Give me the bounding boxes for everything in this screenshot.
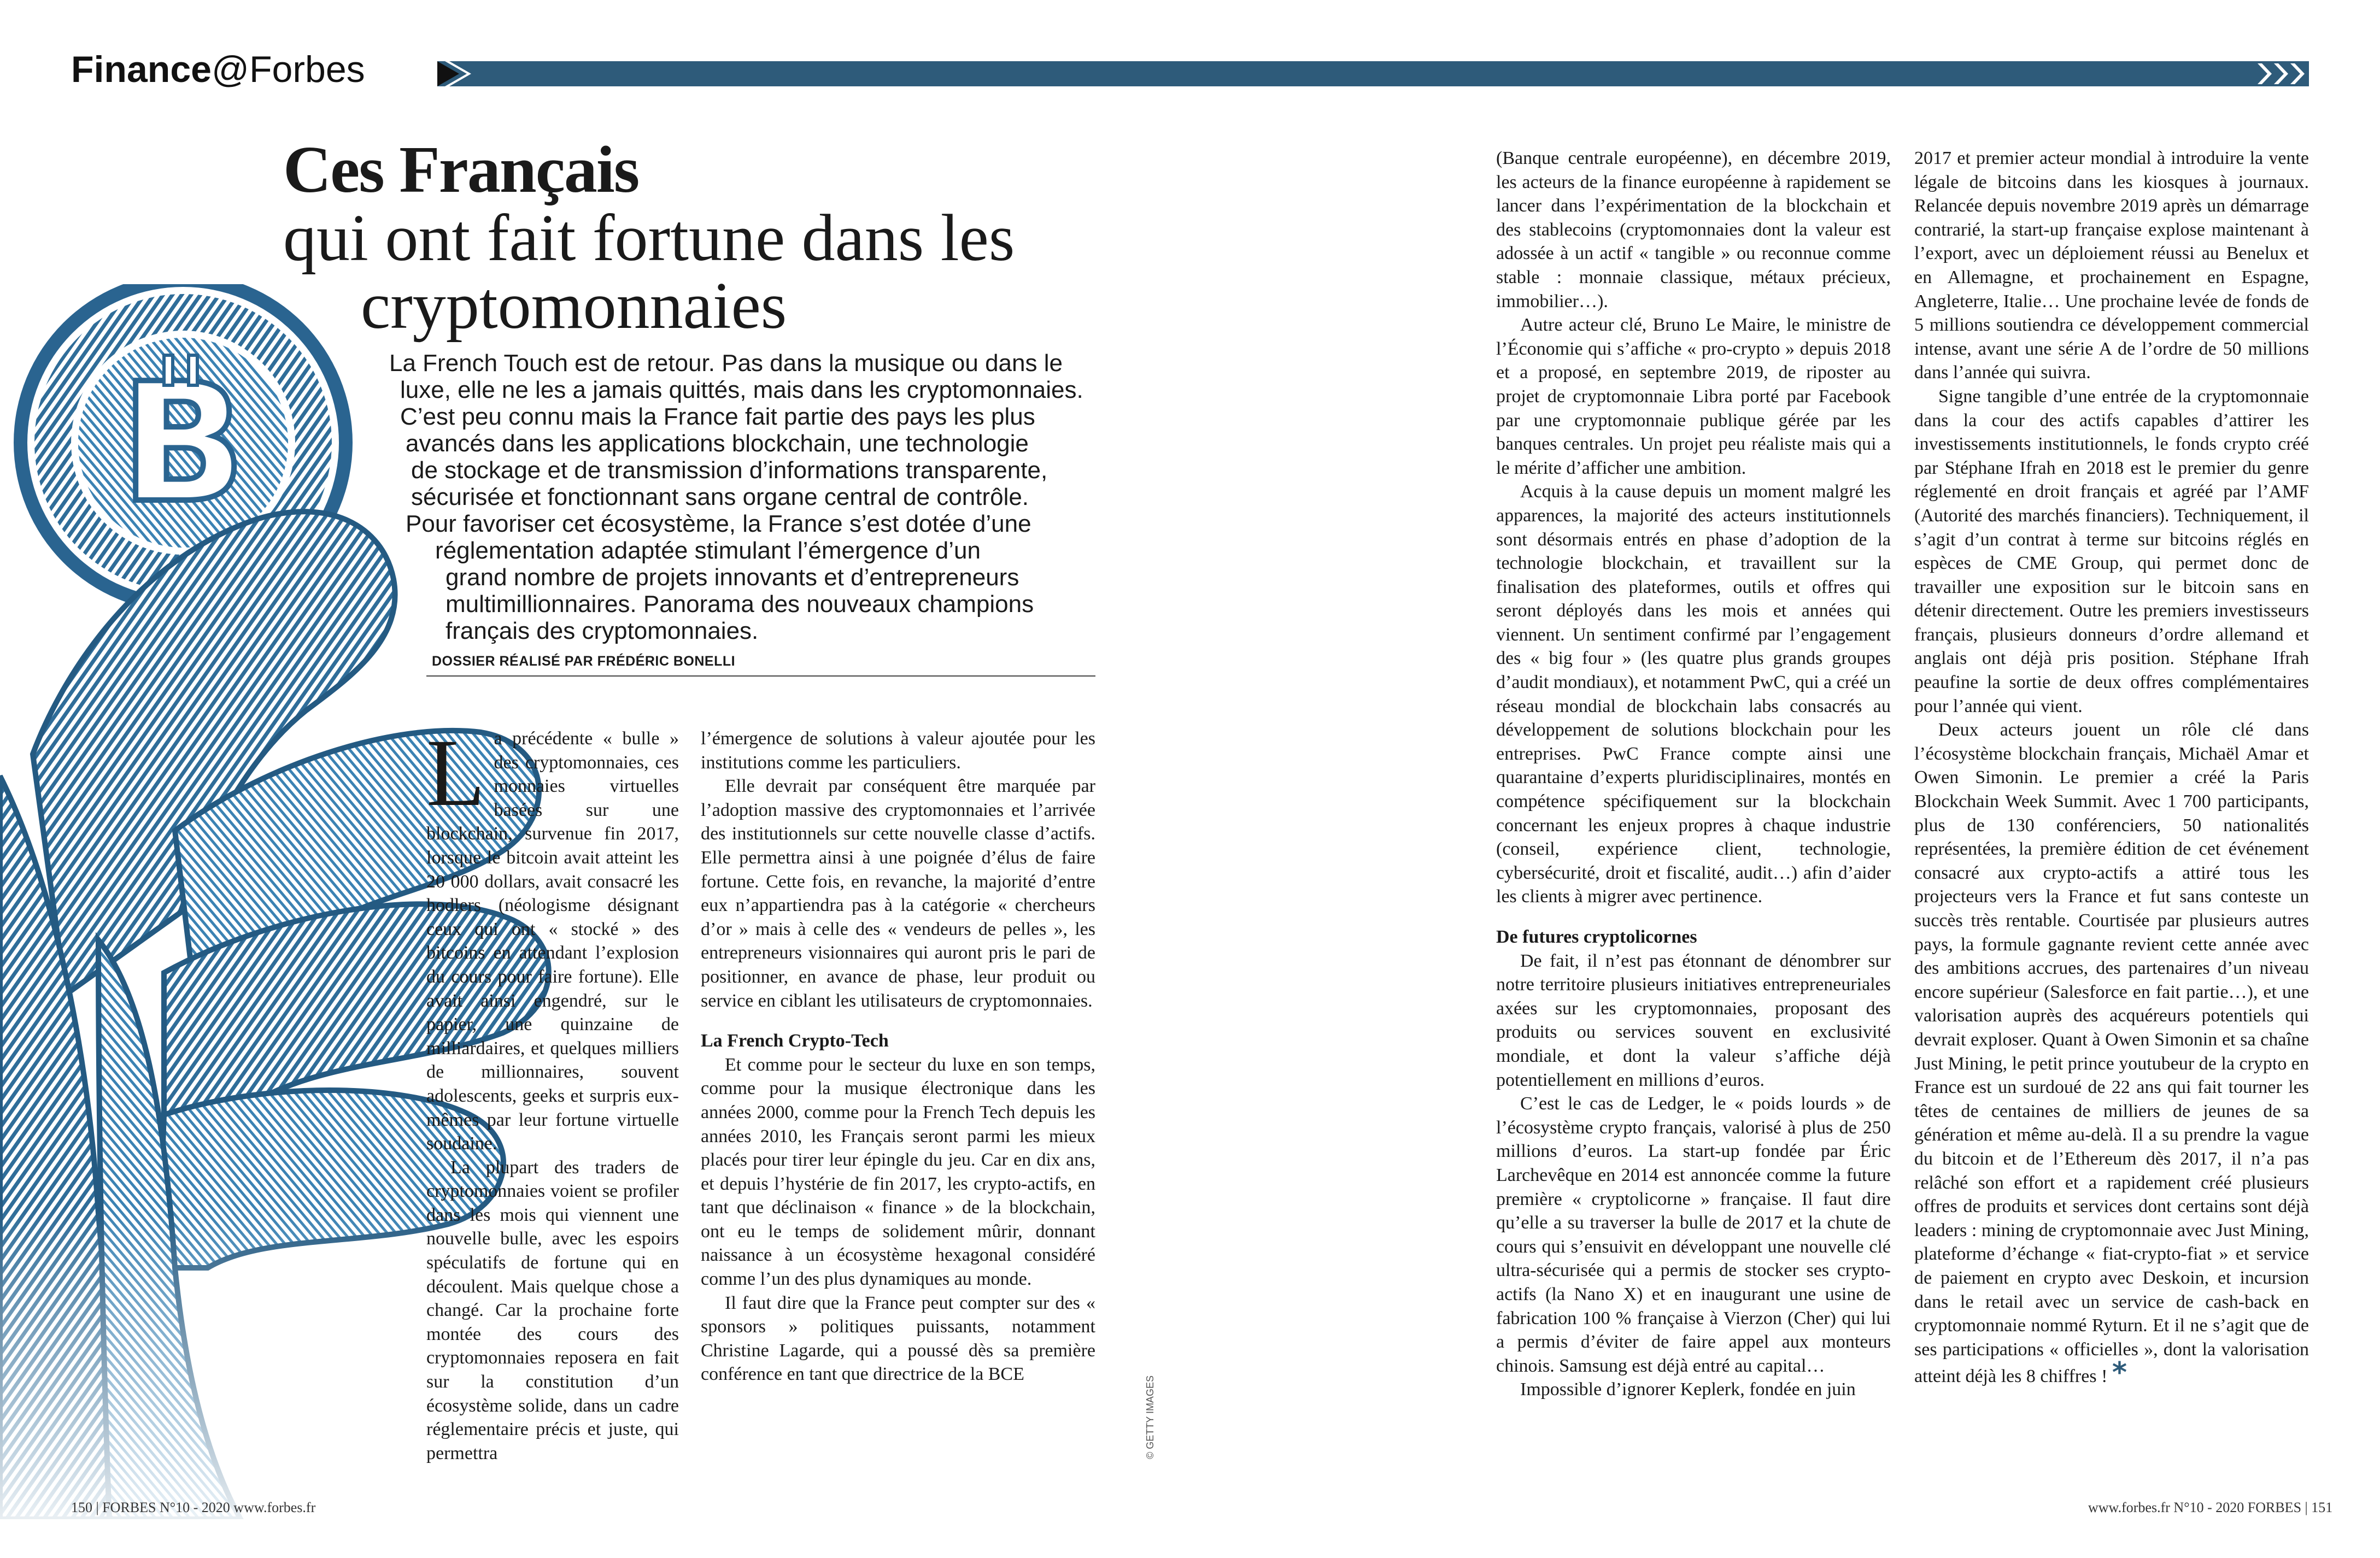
page-footer-right: www.forbes.fr N°10 - 2020 FORBES | 151 xyxy=(2088,1500,2333,1515)
paragraph: l’émergence de solutions à valeur ajoutée pour les institutions comme les particuliers. xyxy=(701,728,1095,773)
paragraph: C’est le cas de Ledger, le « poids lourds » de l’écosystème crypto français, valorisé à plus de 250 millions d’euros. La start-up fondée par Éric Larchevêque en 2014 est annoncée comme la future première « cryptolicorne » française. Il faut dire qu’elle a su traverser la bulle de 2017 et la chute de cours qui s’ensuivit en développant une nouvelle clé ultra-sécurisée qui a permis de stocker ses crypto-actifs (la Nano X) et en inaugurant une usine de fabrication 100 % française à Vierzon (Cher) qui lui a permis d’éviter de faire appel aux monteurs chinois. Samsung est déjà entré au capital… xyxy=(1496,1093,1891,1376)
paragraph: Deux acteurs jouent un rôle clé dans l’écosystème blockchain français, Michaël Amar et Owen Simonin. Le premier a créé la Paris Blockchain Week Summit. Avec 1 700 participants, plus de 130 conférenciers, 50 nationalités représentées, la première édition de cet événement consacré aux crypto-actifs a attiré tous les projecteurs vers la France et fut sans conteste un succès très rentable. Courtisée par plusieurs autres pays, la formule gagnante revient cette année avec des ambitions accrues, des partenaires d’un niveau encore supérieur (Salesforce en fait partie…), et une valorisation auprès des acquéreurs potentiels qui devrait exploser. Quant à Owen Simonin et sa chaîne Just Mining, le petit prince youtubeur de la crypto en France est un surdoué de 22 ans qui fait tourner les têtes de centaines de milliers de jeunes de sa génération et même au-delà. Il a su prendre la vague du bitcoin et de l’Ethereum dès 2017, il n’a pas relâché son effort et a rapidement créé plusieurs offres de produits et services dont certains sont déjà leaders : mining de cryptomonnaie avec Just Mining, plateforme d’échange « fiat-crypto-fiat » et service de paiement en crypto avec Deskoin, et incursion dans le retail avec un service de cash-back en cryptomonnaie nommé Ryturn. Et il ne s’agit que de ses participations « officielles », dont la valorisation atteint déjà les 8 chiffres ! * xyxy=(1914,720,2309,1390)
end-mark-icon: * xyxy=(2112,1356,2127,1390)
section-brand xyxy=(71,48,365,91)
intro-line: français des cryptomonnaies. xyxy=(445,618,759,644)
paragraph: De fait, il n’est pas étonnant de dénombrer sur notre territoire plusieurs initiatives entrepreneuriales axées sur les cryptomonnaies, proposant des produits ou services souvent en exclusivité mondiale, et dont la valeur s’affiche déjà potentiellement en millions d’euros. xyxy=(1496,950,1891,1090)
dropcap: L xyxy=(426,720,485,826)
paragraph: Il faut dire que la France peut compter sur des « sponsors » politiques puissants, notamment Christine Lagarde, qui a poussé dès sa première conférence en tant que directrice de la BCE xyxy=(701,1292,1095,1385)
divider xyxy=(426,675,1095,677)
paragraph: Impossible d’ignorer Keplerk, fondée en juin xyxy=(1520,1379,1856,1400)
intro-line: de stockage et de transmission d’informations transparente, xyxy=(411,457,1048,484)
article-column-2 xyxy=(701,727,1095,1386)
intro-line: grand nombre de projets innovants et d’entrepreneurs xyxy=(445,564,1019,591)
paragraph: La précédente « bulle » des cryptomonnaies, ces monnaies virtuelles basées sur une blockchain, survenue fin 2017, lorsque le bitcoin avait atteint les 20 000 dollars, avait consacré les hodlers (néologisme désignant ceux qui ont « stocké » des bitcoins en attendant l’explosion du cours pour faire fortune). Elle avait ainsi engendré, sur le papier, une quinzaine de milliardaires, et quelques milliers de millionnaires, souvent adolescents, geeks et surpris eux-mêmes par leur fortune virtuelle soudaine. xyxy=(426,720,679,1154)
intro-line: multimillionnaires. Panorama des nouveaux champions xyxy=(445,591,1034,618)
subheading: La French Crypto-Tech xyxy=(701,1031,889,1051)
article-column-4 xyxy=(1914,146,2309,1389)
paragraph: 2017 et premier acteur mondial à introduire la vente légale de bitcoins dans les kiosques à journaux. Relancée depuis novembre 2019 après un démarrage contrarié, la start-up française explose maintenant à l’export, avec un déploiement réussi au Benelux et en Allemagne, et prochainement en Espagne, Angleterre, Italie… Une prochaine levée de fonds de 5 millions soutiendra ce développement commercial intense, avant une série A de l’ordre de 50 millions dans l’année qui suivra. xyxy=(1914,148,2309,383)
headline-line2: qui ont fait fortune dans les xyxy=(283,201,1015,275)
brand-forbes: @Forbes xyxy=(211,49,365,90)
photo-credit: © GETTY IMAGES xyxy=(1145,1375,1156,1459)
paragraph: Signe tangible d’une entrée de la cryptomonnaie dans la cour des actifs capables d’attirer les investissements institutionnels, le fonds crypto créé par Stéphane Ifrah en 2018 est le premier du genre réglementé en droit français et agréé par l’AMF (Autorité des marchés financiers). Techniquement, il s’agit d’un contrat à terme sur bitcoins réglés en espèces de CME Group, qui permet donc de travailler une exposition sur le bitcoin sans en détenir directement. Outre les premiers investisseurs français, plusieurs donneurs d’ordre allemand et anglais ont déjà pris position. Stéphane Ifrah peaufine la sortie de deux offres complémentaires pour l’année qui vient. xyxy=(1914,386,2309,716)
intro-line: La French Touch est de retour. Pas dans la musique ou dans le xyxy=(389,350,1063,377)
article-column-3 xyxy=(1496,146,1891,1402)
intro-line: luxe, elle ne les a jamais quittés, mais dans les cryptomonnaies. xyxy=(400,377,1083,403)
paragraph: Elle devrait par conséquent être marquée par l’adoption massive des cryptomonnaies et l’arrivée des institutionnels sur cette nouvelle classe d’actifs. Elle permettra ainsi à une poignée d’élus de faire fortune. Cette fois, en revanche, la majorité d’entre eux n’appartiendra pas à la catégorie « chercheurs d’or » mais à celle des « vendeurs de pelles », les entrepreneurs visionnaires qui auront pris le pari de positionner, en avance de phase, leur produit ou service en ciblant les utilisateurs de cryptomonnaies. xyxy=(701,776,1095,1011)
paragraph: (Banque centrale européenne), en décembre 2019, les acteurs de la finance européenne à rapidement se lancer dans l’expérimentation de la blockchain et des stablecoins (cryptomonnaies dont la valeur est adossée à un actif « tangible » ou reconnue comme stable : monnaie classique, métaux précieux, immobilier…). xyxy=(1496,148,1891,311)
header-bar xyxy=(437,61,2309,86)
page-footer-left: 150 | FORBES N°10 - 2020 www.forbes.fr xyxy=(71,1500,316,1515)
paragraph: Acquis à la cause depuis un moment malgré les apparences, la majorité des acteurs institutionnels sont désormais entrés en phase d’adoption de la technologie blockchain, et travaillent sur la finalisation des plateformes, outils et offres qui seront déployés dans les mois et années qui viennent. Un sentiment confirmé par l’engagement des « big four » (les quatre plus grands groupes d’audit mondiaux), et notamment PwC, qui a créé un réseau mondial de blockchain labs consacrés au développement de solutions blockchain pour les entreprises. PwC France compte ainsi une quarantaine d’experts pluridisciplinaires, montés en compétence spécifiquement sur la blockchain concernant les enjeux propres à chaque industrie (conseil, expérience client, technologie, cybersécurité, droit et fiscalité, audit…) afin d’aider les clients à migrer avec pertinence. xyxy=(1496,481,1891,907)
article-column-1 xyxy=(426,720,679,1465)
headline xyxy=(283,133,639,207)
intro-line: Pour favoriser cet écosystème, la France s’est dotée d’une xyxy=(406,510,1031,537)
intro-line: sécurisée et fonctionnant sans organe central de contrôle. xyxy=(411,484,1029,510)
intro-line: avancés dans les applications blockchain, une technologie xyxy=(406,430,1029,457)
intro-line: réglementation adaptée stimulant l’émergence d’un xyxy=(435,537,981,564)
intro-line: C’est peu connu mais la France fait partie des pays les plus xyxy=(400,403,1035,430)
subheading: De futures cryptolicornes xyxy=(1496,927,1697,947)
headline-line3: cryptomonnaies xyxy=(361,269,787,343)
paragraph: Et comme pour le secteur du luxe en son temps, comme pour la musique électronique dans les années 2000, comme pour la French Tech depuis les années 2010, les Français seront parmi les mieux placés pour tirer leur épingle du jeu. Car en dix ans, et depuis l’hystérie de fin 2017, les crypto-actifs, en tant que déclinaison « finance » de la blockchain, ont eu le temps de solidement mûrir, donnant naissance à un écosystème hexagonal considéré comme l’un des plus dynamiques au monde. xyxy=(701,1054,1095,1290)
byline: DOSSIER RÉALISÉ PAR FRÉDÉRIC BONELLI xyxy=(432,654,736,669)
paragraph: Autre acteur clé, Bruno Le Maire, le ministre de l’Économie qui s’affiche « pro-crypto » depuis 2018 et a proposé, en septembre 2019, de riposter au projet de cryptomonnaie Libra porté par Facebook par une cryptomonnaie publique gérée par les banques centrales. Un projet peu réaliste mais qui a le mérite d’afficher une ambition. xyxy=(1496,315,1891,478)
brand-finance: Finance xyxy=(71,49,212,90)
paragraph: La plupart des traders de cryptomonnaies voient se profiler dans les mois qui viennent une nouvelle bulle, avec les espoirs spéculatifs de fortune qui en découlent. Mais quelque chose a changé. Car la prochaine forte montée des cours des cryptomonnaies reposera en fait sur la constitution d’un écosystème solide, dans un cadre réglementaire précis et juste, qui permettra xyxy=(426,1157,679,1463)
headline-line1: Ces Français xyxy=(283,133,639,207)
